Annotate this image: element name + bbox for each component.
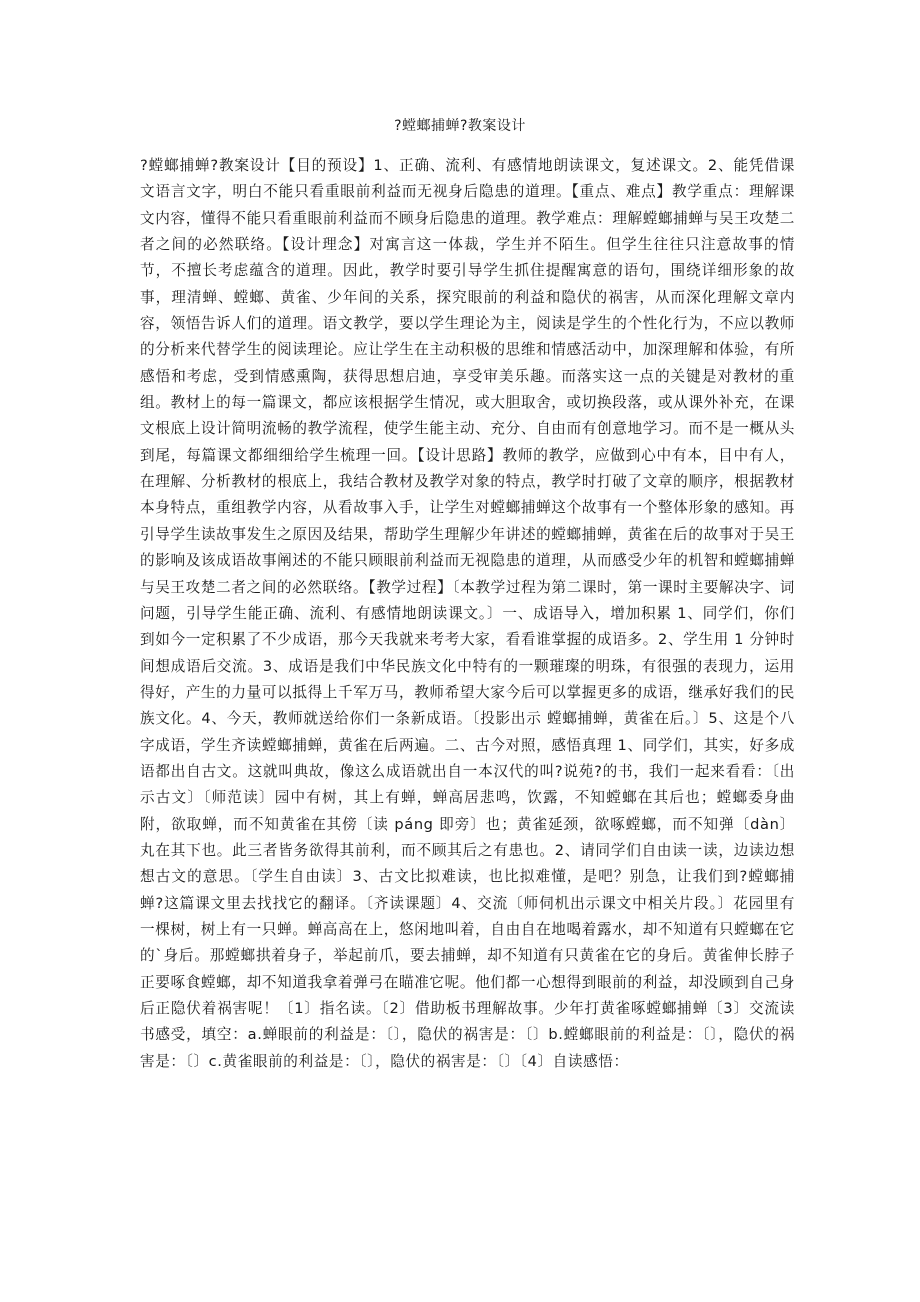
document-body (140, 153, 795, 1075)
document-title: ?螳螂捕蝉?教案设计 (394, 118, 526, 134)
body-paragraph: ?螳螂捕蝉?教案设计【目的预设】1、正确、流利、有感情地朗读课文，复述课文。2、能凭借课文语言文字，明白不能只看重眼前利益而无视身后隐患的道理。【重点、难点】教学重点：理解课文内容，懂得不能只看重眼前利益而不顾身后隐患的道理。教学难点：理解螳螂捕蝉与吴王攻楚二者之间的必然联络。【设计理念】对寓言这一体裁，学生并不陌生。但学生往往只注意故事的情节，不擅长考虑蕴含的道理。因此，教学时要引导学生抓住提醒寓意的语句，围绕详细形象的故事，理清蝉、螳螂、黄雀、少年间的关系，探究眼前的利益和隐伏的祸害，从而深化理解文章内容，领悟告诉人们的道理。语文教学，要以学生理论为主，阅读是学生的个性化行为，不应以教师的分析来代替学生的阅读理论。应让学生在主动积极的思维和情感活动中，加深理解和体验，有所感悟和考虑，受到情感熏陶，获得思想启迪，享受审美乐趣。而落实这一点的关键是对教材的重组。教材上的每一篇课文，都应该根据学生情况，或大胆取舍，或切换段落，或从课外补充，在课文根底上设计简明流畅的教学流程，使学生能主动、充分、自由而有创意地学习。而不是一概从头到尾，每篇课文都细细给学生梳理一回。【设计思路】教师的教学，应做到心中有本，目中有人，在理解、分析教材的根底上，我结合教材及教学对象的特点，教学时打破了文章的顺序，根据教材本身特点，重组教学内容，从看故事入手，让学生对螳螂捕蝉这个故事有一个整体形象的感知。再引导学生读故事发生之原因及结果，帮助学生理解少年讲述的螳螂捕蝉，黄雀在后的故事对于吴王的影响及该成语故事阐述的不能只顾眼前利益而无视隐患的道理，从而感受少年的机智和螳螂捕蝉与吴王攻楚二者之间的必然联络。【教学过程】〔本教学过程为第二课时，第一课时主要解决字、词问题，引导学生能正确、流利、有感情地朗读课文。〕一、成语导入，增加积累 1、同学们，你们到如今一定积累了不少成语，那今天我就来考考大家，看看谁掌握的成语多。2、学生用 1 分钟时间想成语后交流。3、成语是我们中华民族文化中特有的一颗璀璨的明珠，有很强的表现力，运用得好，产生的力量可以抵得上千军万马，教师希望大家今后可以掌握更多的成语，继承好我们的民族文化。4、今天，教师就送给你们一条新成语。〔投影出示 螳螂捕蝉，黄雀在后。〕5、这是个八字成语，学生齐读螳螂捕蝉，黄雀在后两遍。二、古今对照，感悟真理 1、同学们，其实，好多成语都出自古文。这就叫典故，像这么成语就出自一本汉代的叫?说苑?的书，我们一起来看看：〔出示古文〕〔师范读〕园中有树，其上有蝉，蝉高居悲鸣，饮露，不知螳螂在其后也；螳螂委身曲附，欲取蝉，而不知黄雀在其傍〔读 páng 即旁〕也；黄雀延颈，欲啄螳螂，而不知弹〔dàn〕丸在其下也。此三者皆务欲得其前利，而不顾其后之有患也。2、请同学们自由读一读，边读边想想古文的意思。〔学生自由读〕3、古文比拟难读，也比拟难懂，是吧？别急，让我们到?螳螂捕蝉?这篇课文里去找找它的翻译。〔齐读课题〕4、交流〔师伺机出示课文中相关片段。〕花园里有一棵树，树上有一只蝉。蝉高高在上，悠闲地叫着，自由自在地喝着露水，却不知道有只螳螂在它的`身后。那螳螂拱着身子，举起前爪，要去捕蝉，却不知道有只黄雀在它的身后。黄雀伸长脖子正要啄食螳螂，却不知道我拿着弹弓在瞄准它呢。他们都一心想得到眼前的利益，却没顾到自己身后正隐伏着祸害呢！〔1〕指名读。〔2〕借助板书理解故事。少年打黄雀啄螳螂捕蝉〔3〕交流读书感受，填空：a.蝉眼前的利益是：〔〕，隐伏的祸害是：〔〕b.螳螂眼前的利益是：〔〕，隐伏的祸害是：〔〕c.黄雀眼前的利益是：〔〕，隐伏的祸害是：〔〕〔4〕自读感悟： (140, 157, 795, 1070)
